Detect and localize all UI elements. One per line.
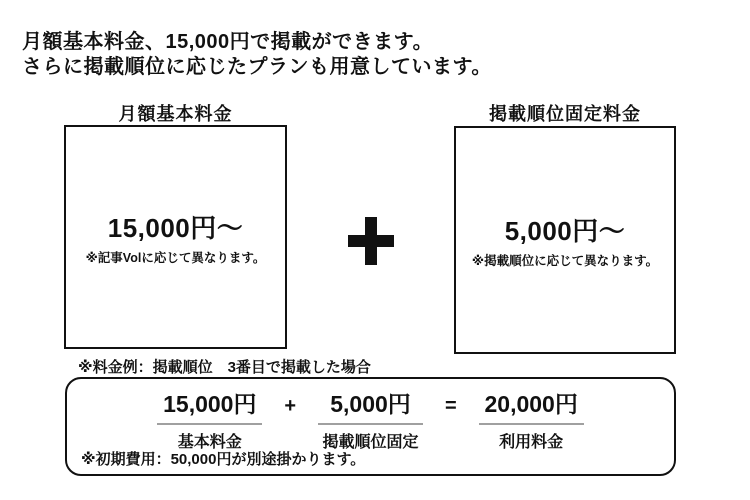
formula-term-base-fee [157, 391, 262, 452]
formula-term-total-fee [479, 391, 584, 452]
rank-fixed-underline [318, 423, 423, 425]
fee-formula [67, 379, 674, 452]
rank-fixed-fee-title: 掲載順位固定料金 [489, 104, 641, 124]
fee-example-note: ※料金例：掲載順位 3番目で掲載した場合 [78, 359, 371, 376]
monthly-base-fee-title: 月額基本料金 [118, 104, 233, 124]
monthly-base-fee-box [64, 125, 287, 349]
base-fee-label: 基本料金 [177, 434, 242, 451]
plus-icon [348, 217, 394, 265]
total-fee-value: 20,000円 [484, 391, 578, 417]
intro-line-1: 月額基本料金、15,000円で掲載ができます。 [22, 31, 434, 53]
rank-fixed-fee-note: ※掲載順位に応じて異なります。 [471, 254, 659, 268]
total-fee-underline [479, 423, 584, 425]
base-fee-value: 15,000円 [163, 391, 257, 417]
plus-icon-vertical-bar [365, 217, 377, 265]
monthly-base-fee-price: 15,000円～ [107, 213, 244, 243]
formula-term-rank-fixed-fee [318, 391, 423, 452]
plus-operator: + [284, 395, 296, 417]
fee-example-summary-box [65, 377, 676, 476]
intro-line-2: さらに掲載順位に応じたプランも用意しています。 [22, 56, 492, 78]
equals-operator: = [445, 395, 457, 417]
rank-fixed-fee-price: 5,000円～ [504, 216, 626, 246]
base-fee-underline [157, 423, 262, 425]
rank-fixed-label: 掲載順位固定 [322, 434, 419, 451]
monthly-base-fee-note: ※記事Volに応じて異なります。 [85, 251, 266, 265]
rank-fixed-fee-box [454, 126, 676, 354]
initial-cost-note: ※初期費用：50,000円が別途掛かります。 [81, 451, 366, 468]
total-fee-label: 利用料金 [499, 434, 564, 451]
intro-text [22, 30, 492, 80]
rank-fixed-value: 5,000円 [330, 391, 411, 417]
